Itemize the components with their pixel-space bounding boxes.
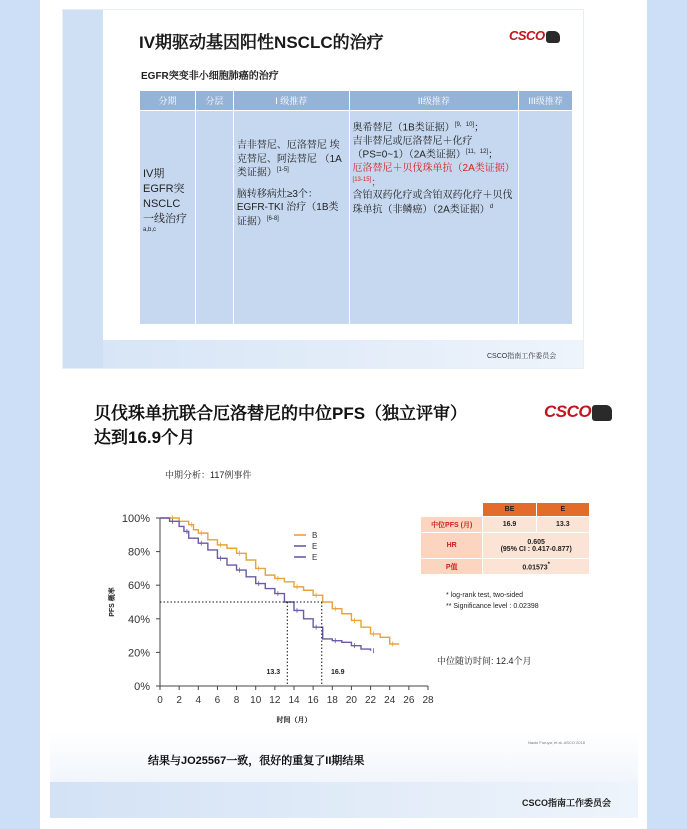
row-median-pfs-label: 中位PFS (月): [421, 517, 483, 533]
hr-value: [483, 533, 590, 559]
csco-logo-text: CSCO: [509, 28, 545, 43]
x-tick-label: 28: [422, 695, 434, 706]
slide-subtitle: EGFR突变非小细胞肺癌的治疗: [141, 71, 279, 82]
level1-text-a: 吉非替尼、厄洛替尼 埃克替尼、阿法替尼 （1A类证据）: [236, 140, 342, 179]
header-stage: 分期: [140, 91, 196, 111]
x-tick-label: 24: [384, 695, 396, 706]
stat-notes: [446, 590, 539, 612]
level3-cell: [519, 111, 573, 325]
note-log-rank: * log-rank test, two-sided: [446, 592, 524, 599]
level2-ref-red: [13-15]: [352, 176, 372, 183]
slide-pfs-chart: [50, 378, 638, 818]
header-level-3: III级推荐: [519, 91, 573, 111]
level1-text-b: 脑转移病灶≥3个：EGFR-TKI 治疗（1B类证据）: [236, 188, 339, 228]
slide-title-line1: 贝伐珠单抗联合厄洛替尼的中位PFS（独立评审）: [94, 404, 468, 423]
hr-value-main: 0.605: [527, 538, 545, 546]
right-margin: [647, 0, 687, 829]
p-value-mark: *: [547, 561, 550, 568]
header-stratum: 分层: [195, 91, 233, 111]
x-tick-label: 26: [403, 695, 415, 706]
x-tick-label: 12: [269, 695, 281, 706]
median-e-label: 13.3: [266, 669, 281, 676]
level2-ref-b: [11，12]: [465, 149, 489, 156]
hr-col-e: E: [536, 503, 589, 517]
x-tick-label: 16: [307, 695, 319, 706]
slide-left-bar: [63, 10, 103, 368]
legend-label: E: [312, 553, 318, 562]
y-tick-label: 0%: [134, 681, 150, 693]
slide-treatment-table: [63, 10, 583, 368]
level2-semicolon-b: ；: [488, 149, 499, 161]
level2-text-b: 吉非替尼或厄洛替尼＋化疗 （PS=0~1）（2A类证据）: [352, 135, 473, 161]
x-tick-label: 20: [345, 695, 357, 706]
bull-icon: [546, 31, 560, 43]
header-level-2: II级推荐: [349, 91, 519, 111]
legend-label: E: [312, 542, 318, 551]
level2-text-a: 奥希替尼（1B类证据）: [352, 122, 455, 134]
hr-table: [420, 502, 590, 575]
stage-cell: [140, 111, 196, 325]
x-tick-label: 2: [176, 695, 182, 706]
note-significance: ** Significance level : 0.02398: [446, 603, 539, 610]
chart-curves: [160, 516, 399, 654]
km-curve-e: [160, 518, 371, 651]
chart-axes: [122, 513, 434, 706]
median-pfs-e: 13.3: [536, 517, 589, 533]
y-tick-label: 20%: [127, 647, 150, 660]
x-tick-label: 6: [214, 695, 221, 706]
csco-logo-text: CSCO: [544, 402, 592, 421]
citation: Naoki Furuya, et al. ASCO 2018: [528, 740, 585, 745]
row-hr-label: HR: [421, 533, 483, 559]
y-tick-label: 40%: [127, 613, 150, 626]
x-tick-label: 10: [250, 695, 262, 706]
level1-ref-a: [1-5]: [276, 167, 289, 173]
x-tick-label: 4: [195, 695, 202, 706]
stage-text: IV期 EGFR突 NSCLC 一线治疗: [143, 168, 187, 225]
hr-table-corner: [421, 503, 483, 517]
slide-footer: CSCO指南工作委员会: [487, 353, 557, 360]
y-tick-label: 100%: [121, 513, 150, 525]
level2-semicolon-a: ；: [474, 122, 485, 134]
legend-label: B: [312, 531, 318, 540]
x-tick-label: 18: [326, 695, 338, 706]
slide-title-line2: 达到16.9个月: [94, 428, 196, 447]
p-value-number: 0.01573: [522, 564, 548, 572]
y-tick-label: 80%: [127, 546, 150, 559]
row-p-label: P值: [421, 559, 483, 575]
slide-title: IV期驱动基因阳性NSCLC的治疗: [139, 33, 384, 52]
followup-label: 中位随访时间: 12.4个月: [437, 656, 532, 666]
x-axis-label: 时间（月）: [276, 717, 312, 724]
stratum-cell: [195, 111, 233, 325]
recommendation-table: [139, 90, 573, 325]
level2-ref-c: d: [489, 203, 494, 210]
median-pfs-be: 16.9: [483, 517, 536, 533]
y-axis-label: PFS 概率: [109, 587, 116, 617]
csco-logo: [509, 28, 560, 43]
level1-cell: [233, 111, 349, 325]
x-tick-label: 22: [365, 695, 377, 706]
left-margin: [0, 0, 40, 829]
median-be-label: 16.9: [330, 669, 345, 676]
x-tick-label: 8: [233, 695, 240, 706]
hr-value-ci: (95% CI : 0.417-0.877): [500, 545, 572, 553]
hr-col-be: BE: [483, 503, 536, 517]
slide-footer: CSCO指南工作委员会: [522, 798, 612, 808]
x-tick-label: 0: [157, 695, 163, 706]
level2-text-c: 含铂双药化疗或含铂双药化疗＋贝伐珠单抗（非鳞癌）（2A类证据）: [352, 190, 513, 216]
level2-semicolon-red: ；: [371, 176, 382, 188]
km-curve-be: [160, 518, 399, 644]
header-level-1: I 级推荐: [233, 91, 349, 111]
p-value: [483, 559, 590, 575]
x-tick-label: 14: [288, 695, 300, 706]
y-tick-label: 60%: [127, 580, 150, 593]
level2-ref-a: [9，10]: [454, 122, 475, 128]
interim-analysis-label: 中期分析：117例事件: [165, 470, 252, 480]
level1-ref-b: [6-8]: [266, 215, 279, 222]
level2-text-red: 厄洛替尼＋贝伐珠单抗（2A类证据）: [352, 163, 515, 175]
conclusion-text: 结果与JO25567一致，很好的重复了II期结果: [148, 755, 365, 767]
level2-cell: [349, 111, 519, 325]
stage-superscript: a,b,c: [143, 227, 157, 234]
